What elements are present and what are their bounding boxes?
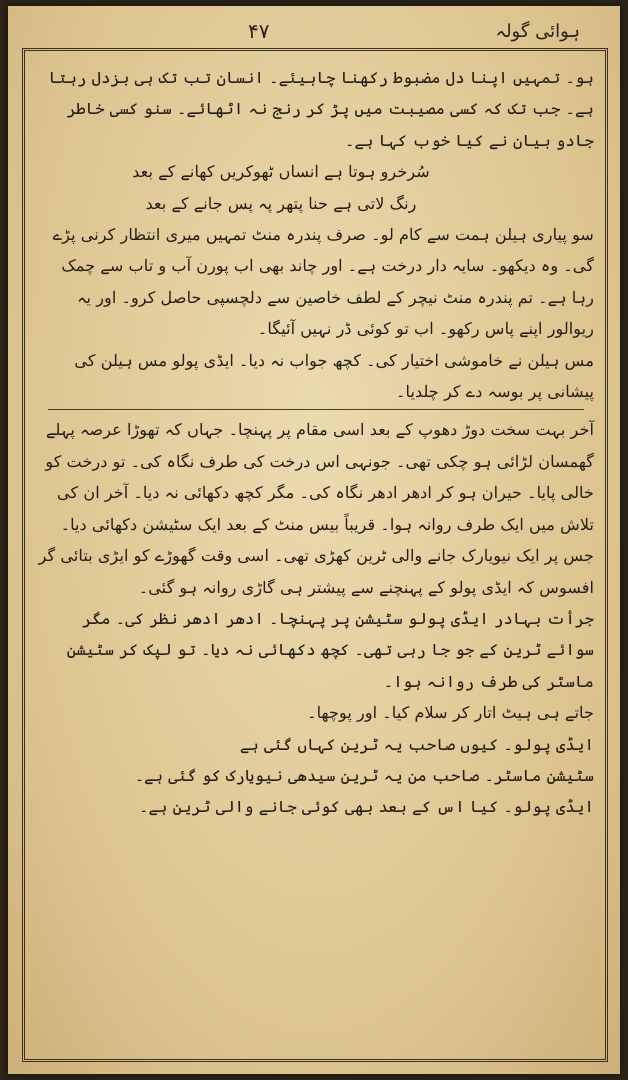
- verse-line: رنگ لاتی ہے حنا پتھر پہ پس جانے کے بعد: [145, 193, 417, 213]
- dialog-line: ایڈی پولو۔ کیوں صاحب یہ ٹرین کہاں گئی ہے: [239, 734, 594, 754]
- section-divider: [48, 409, 584, 410]
- paragraph: جاتے ہی ہیٹ اتار کر سلام کیا۔ اور پوچھا۔: [307, 703, 594, 723]
- dialog-line: ایڈی پولو۔ کیا اس کے بعد بھی کوئی جانے والی ٹرین ہے۔: [139, 797, 594, 817]
- paragraph: مس ہیلن نے خاموشی اختیار کی۔ کچھ جواب نہ دیا۔ ایڈی پولو مس ہیلن کی پیشانی پر بوسہ دے کر چلدیا۔: [74, 350, 594, 402]
- paragraph: جرأت بہادر ایڈی پولو سٹیشن پر پہنچا۔ ادھر ادھر نظر کی۔ مگر سوائے ٹرین کے جو جا رہی تھی۔ کچھ دکھائی نہ دیا۔ تو لپک کر سٹیشن ماسٹر کی طرف روانہ ہوا۔: [66, 608, 594, 691]
- book-page: [8, 6, 620, 1074]
- paragraph: ہو۔ تمہیں اپنا دل مضبوط رکھنا چاہیئے۔ انسان تب تک ہی بزدل رہتا ہے۔ جب تک کہ کسی مصیبت میں پڑ کر رنج نہ اٹھائے۔ سنو کسی خاطر جادو بیان نے کیا خوب کہا ہے۔: [48, 68, 594, 150]
- book-title: ہوائی گولہ: [495, 20, 580, 42]
- verse-line: سُرخرو ہوتا ہے انساں ٹھوکریں کھانے کے بعد: [132, 162, 430, 182]
- page-body: [38, 62, 594, 1054]
- dialog-line: سٹیشن ماسٹر۔ صاحب من یہ ٹرین سیدھی نیویارک کو گئی ہے۔: [134, 765, 594, 785]
- paragraph: آخر بہت سخت دوڑ دھوپ کے بعد اسی مقام پر پہنچا۔ جہاں کہ تھوڑا عرصہ پہلے گھمسان لڑائی ہو چکی تھی۔ جونہی اس درخت کی طرف نگاہ کی۔ تو درخت کو خالی پایا۔ حیران ہو کر ادھر ادھر نگاہ کی۔ مگر کچھ دکھائی نہ دیا۔ آخر ان کی تلاش میں ایک طرف روانہ ہوا۔ قریباً بیس منٹ کے بعد ایک سٹیشن دکھائی دیا۔ جس پر ایک نیویارک جانے والی ٹرین کھڑی تھی۔ اسی وقت گھوڑے کو ایڑی بتائی گر افسوس کہ ایڈی پولو کے پہنچنے سے پیشتر ہی گاڑی روانہ ہو گئی۔: [38, 420, 594, 597]
- page-number: ۴۷: [248, 19, 270, 43]
- running-header: [48, 14, 580, 48]
- paragraph: سو پیاری ہیلن ہمت سے کام لو۔ صرف پندرہ منٹ تمہیں میری انتظار کرنی پڑے گی۔ وہ دیکھو۔ سایہ دار درخت ہے۔ اور چاند بھی اب پورن آب و تاب سے چمک رہا ہے۔ تم پندرہ منٹ نیچر کے لطف خاصین سے دلچسپی حاصل کرو۔ اور یہ ریوالور اپنے پاس رکھو۔ اب تو کوئی ڈر نہیں آئیگا۔: [52, 225, 594, 339]
